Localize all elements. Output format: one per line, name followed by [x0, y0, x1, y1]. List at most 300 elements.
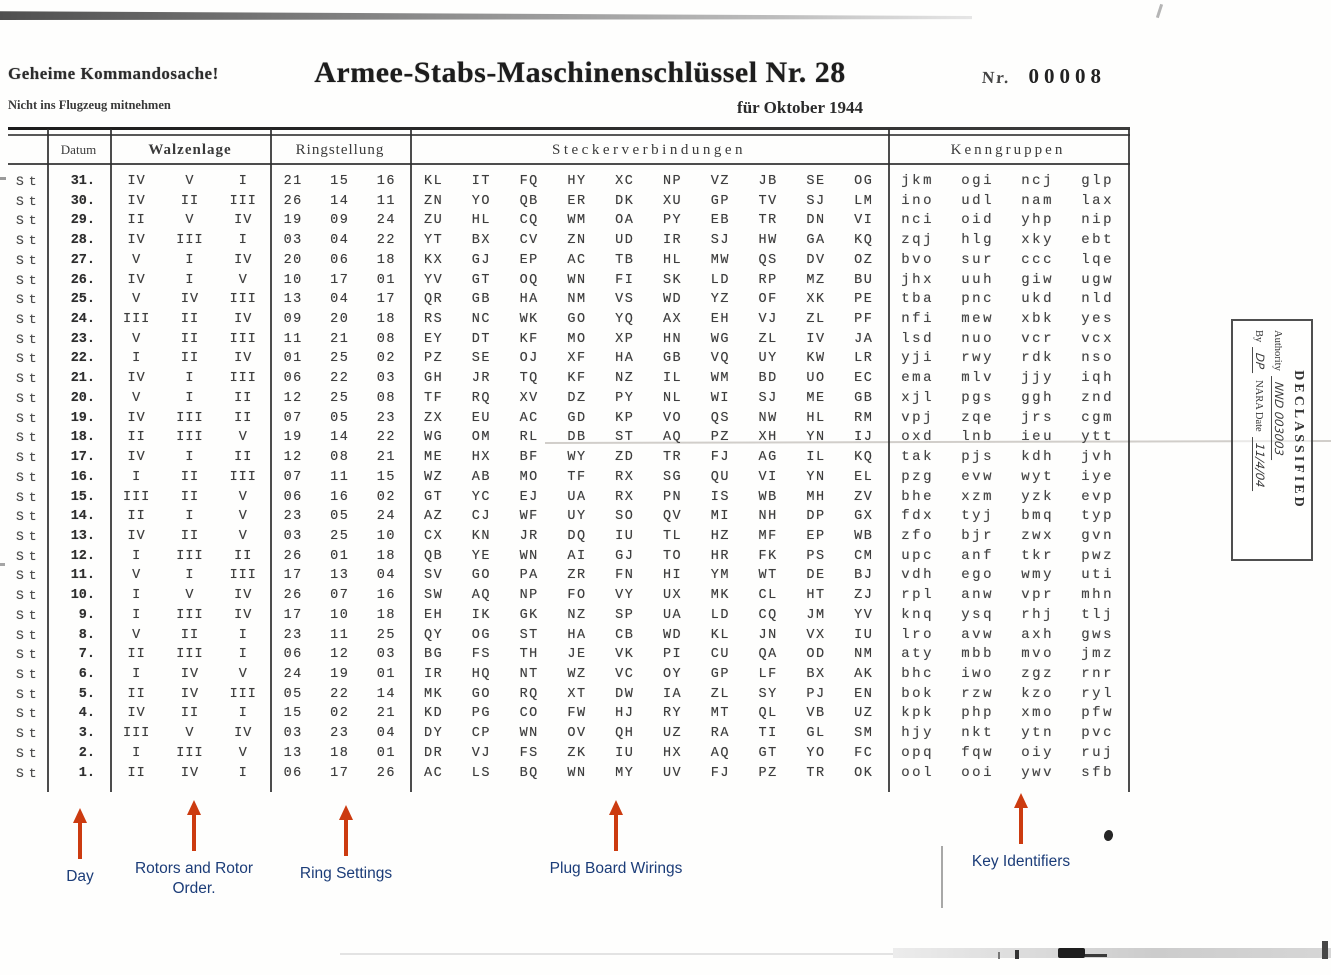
plugboard-pair-cell: WD: [662, 627, 683, 643]
rotor-cell: III: [229, 331, 257, 347]
plugboard-pair-cell: YZ: [710, 292, 730, 308]
plugboard-pair-cell: AB: [471, 469, 491, 485]
plugboard-pair-cell: MH: [806, 489, 826, 505]
plugboard-pair-cell: WG: [423, 430, 444, 446]
keygroup-cell: pzg: [901, 468, 934, 485]
plugboard-pair-cell: YN: [806, 430, 826, 446]
ring-setting-cell: 23: [376, 410, 396, 426]
keygroup-cell: sfb: [1081, 764, 1114, 781]
plugboard-pair-cell: FS: [471, 647, 491, 663]
plugboard-pair-cell: DP: [806, 509, 826, 525]
plugboard-pair-cell: EU: [471, 410, 491, 426]
plugboard-pair-cell: WD: [662, 292, 683, 308]
plugboard-pair-cell: XH: [758, 430, 778, 446]
keygroup-cell: gws: [1081, 626, 1114, 643]
keygroup-cell: ebt: [1081, 232, 1114, 249]
plugboard-pair-cell: OQ: [519, 272, 539, 288]
keygroup-cell: vcx: [1081, 330, 1114, 347]
keygroup-cell: mhn: [1081, 587, 1114, 604]
plugboard-pair-cell: OM: [471, 430, 491, 446]
ring-setting-cell: 02: [376, 489, 396, 505]
plugboard-pair-cell: SP: [615, 607, 635, 623]
table-row: [8, 685, 1130, 705]
keygroup-cell: mbb: [961, 646, 994, 663]
plugboard-pair-cell: AC: [567, 252, 587, 268]
plugboard-pair-cell: EJ: [519, 489, 539, 505]
plugboard-pair-cell: KF: [567, 371, 587, 387]
plugboard-pair-cell: FK: [758, 548, 778, 564]
keygroup-cell: nip: [1081, 212, 1114, 229]
plugboard-pair-cell: KD: [423, 706, 444, 722]
plugboard-pair-cell: TQ: [519, 371, 539, 387]
plugboard-pair-cell: VZ: [710, 174, 730, 189]
row-prefix: St: [16, 726, 42, 742]
rotor-cell: III: [229, 469, 257, 485]
plugboard-pair-cell: UA: [662, 607, 683, 623]
row-prefix: St: [16, 509, 42, 525]
plugboard-pair-cell: AX: [662, 312, 683, 328]
plugboard-pair-cell: VI: [758, 469, 778, 485]
plugboard-pair-cell: JM: [806, 607, 826, 623]
keygroup-cell: ysq: [961, 606, 994, 623]
plugboard-pair-cell: RQ: [519, 686, 539, 702]
plugboard-pair-cell: HN: [662, 331, 683, 347]
rotor-cell: IV: [127, 706, 146, 722]
rotor-cell: V: [185, 588, 195, 604]
plugboard-pair-cell: GT: [758, 745, 778, 761]
plugboard-pair-cell: JA: [854, 331, 874, 347]
rotor-cell: I: [185, 272, 195, 288]
plugboard-pair-cell: BJ: [854, 568, 874, 584]
keygroup-cell: nuo: [961, 330, 994, 347]
ring-setting-cell: 06: [283, 371, 303, 387]
classification-label: Geheime Kommandosache!: [8, 64, 219, 83]
plugboard-pair-cell: RS: [423, 312, 444, 328]
keygroup-cell: rhj: [1021, 606, 1054, 623]
plugboard-pair-cell: FS: [519, 745, 539, 761]
plugboard-pair-cell: HW: [758, 233, 778, 249]
day-cell: 3.: [78, 726, 95, 742]
plugboard-pair-cell: ZL: [806, 312, 826, 328]
plugboard-pair-cell: VC: [615, 666, 635, 682]
plugboard-pair-cell: DZ: [567, 390, 587, 406]
plugboard-pair-cell: WM: [567, 213, 587, 229]
keygroup-cell: ogi: [961, 173, 994, 189]
plugboard-pair-cell: KP: [615, 410, 635, 426]
plugboard-pair-cell: SO: [615, 509, 635, 525]
ring-setting-cell: 12: [330, 647, 350, 663]
stamp-by-value: DP: [1252, 347, 1267, 375]
day-cell: 19.: [70, 410, 95, 426]
keygroup-cell: ccc: [1021, 251, 1054, 268]
plugboard-pair-cell: AG: [758, 450, 778, 466]
column-header-walzenlage: Walzenlage: [148, 142, 232, 158]
plugboard-pair-cell: TF: [567, 469, 587, 485]
plugboard-pair-cell: SW: [423, 588, 444, 604]
table-row: [8, 566, 1130, 586]
plugboard-pair-cell: PA: [519, 568, 539, 584]
row-prefix: St: [16, 213, 42, 229]
plugboard-pair-cell: JB: [758, 174, 778, 189]
plugboard-pair-cell: LM: [854, 193, 874, 209]
keygroup-cell: nfi: [901, 311, 934, 328]
day-cell: 12.: [70, 548, 95, 564]
plugboard-pair-cell: DW: [615, 686, 635, 702]
plugboard-pair-cell: XP: [615, 331, 635, 347]
day-cell: 4.: [78, 706, 95, 722]
day-cell: 29.: [70, 213, 95, 229]
keygroup-cell: lqe: [1081, 251, 1114, 268]
keygroup-cell: cgm: [1081, 409, 1114, 426]
handling-instruction: Nicht ins Flugzeug mitnehmen: [8, 98, 171, 112]
ring-setting-cell: 15: [283, 706, 303, 722]
plugboard-pair-cell: AQ: [710, 745, 730, 761]
rotor-cell: III: [229, 292, 257, 308]
plugboard-pair-cell: GB: [471, 292, 491, 308]
table-row: [8, 409, 1130, 429]
plugboard-pair-cell: AZ: [423, 509, 444, 525]
plugboard-pair-cell: ZK: [567, 745, 587, 761]
plugboard-pair-cell: ZU: [423, 213, 444, 229]
plugboard-pair-cell: CM: [854, 548, 874, 564]
keygroup-cell: xky: [1021, 232, 1054, 249]
keygroup-cell: anf: [961, 547, 994, 564]
ring-setting-cell: 13: [330, 568, 350, 584]
keygroup-cell: nci: [901, 212, 934, 229]
day-cell: 16.: [70, 469, 95, 485]
stamp-date-value: 11/4/04: [1252, 437, 1267, 493]
rotor-cell: III: [176, 233, 204, 249]
day-cell: 14.: [70, 509, 95, 525]
keygroup-cell: glp: [1081, 173, 1114, 189]
rotor-cell: IV: [127, 528, 146, 544]
keygroup-cell: bmq: [1021, 508, 1054, 525]
plugboard-pair-cell: NH: [758, 509, 778, 525]
day-cell: 15.: [70, 489, 95, 505]
plugboard-pair-cell: IR: [423, 666, 444, 682]
plugboard-pair-cell: IJ: [854, 430, 874, 446]
row-prefix: St: [16, 568, 42, 584]
rotor-cell: IV: [127, 193, 146, 209]
ring-setting-cell: 26: [283, 193, 303, 209]
table-row: [8, 251, 1130, 271]
plugboard-pair-cell: GA: [806, 233, 826, 249]
ring-setting-cell: 25: [330, 528, 350, 544]
plugboard-pair-cell: NZ: [567, 607, 587, 623]
rotor-cell: IV: [234, 351, 253, 367]
rotor-cell: III: [229, 568, 257, 584]
annotation-day: [52, 808, 108, 887]
plugboard-pair-cell: HY: [567, 174, 587, 189]
plugboard-pair-cell: GP: [710, 666, 730, 682]
table-row: [8, 172, 1130, 192]
ring-setting-cell: 08: [376, 331, 396, 347]
plugboard-pair-cell: YV: [423, 272, 444, 288]
rotor-cell: I: [185, 252, 195, 268]
table-row: [8, 665, 1130, 685]
stamp-authority-label: Authority: [1272, 330, 1283, 371]
ring-setting-cell: 14: [376, 686, 396, 702]
day-cell: 31.: [70, 174, 95, 189]
row-prefix: St: [16, 489, 42, 505]
ring-setting-cell: 08: [376, 390, 396, 406]
plugboard-pair-cell: GO: [471, 686, 491, 702]
ring-setting-cell: 18: [376, 607, 396, 623]
row-prefix: St: [16, 548, 42, 564]
plugboard-pair-cell: MT: [710, 706, 730, 722]
scan-band-faint: [340, 953, 900, 955]
keygroup-cell: sur: [961, 251, 994, 268]
plugboard-pair-cell: OY: [662, 666, 683, 682]
plugboard-pair-cell: KQ: [854, 450, 874, 466]
ring-setting-cell: 24: [283, 666, 303, 682]
keygroup-cell: oiy: [1021, 744, 1054, 761]
rotor-cell: III: [122, 726, 151, 742]
rotor-cell: III: [229, 686, 257, 702]
keygroup-cell: tba: [901, 291, 934, 308]
plugboard-pair-cell: VQ: [710, 351, 730, 367]
plugboard-pair-cell: AK: [854, 666, 874, 682]
ring-setting-cell: 15: [376, 469, 396, 485]
keygroup-cell: bvo: [901, 251, 934, 268]
keygroup-cell: gvn: [1081, 527, 1114, 544]
keygroup-cell: nam: [1021, 192, 1054, 209]
keygroup-cell: iye: [1081, 468, 1114, 485]
ring-setting-cell: 18: [376, 252, 396, 268]
keygroup-cell: ieu: [1021, 429, 1054, 446]
scan-tick: [1015, 950, 1019, 959]
rotor-cell: I: [185, 371, 195, 387]
day-cell: 6.: [78, 666, 95, 682]
keygroup-cell: jhx: [901, 271, 934, 288]
ring-setting-cell: 03: [376, 371, 396, 387]
keygroup-cell: ugw: [1081, 271, 1114, 288]
rotor-cell: V: [238, 509, 248, 525]
rotor-cell: I: [238, 765, 248, 781]
plugboard-pair-cell: RP: [758, 272, 778, 288]
plugboard-pair-cell: WF: [519, 509, 539, 525]
stamp-title: DECLASSIFIED: [1291, 370, 1306, 510]
ring-setting-cell: 20: [330, 312, 350, 328]
plugboard-pair-cell: OK: [854, 765, 874, 781]
scan-tick: [998, 952, 1000, 959]
keygroup-cell: jjy: [1021, 370, 1054, 387]
plugboard-pair-cell: SE: [471, 351, 491, 367]
keygroup-cell: rwy: [961, 350, 994, 367]
keygroup-cell: avw: [961, 626, 994, 643]
keygroup-cell: oid: [961, 212, 994, 229]
ring-setting-cell: 06: [283, 765, 303, 781]
rotor-cell: IV: [234, 213, 253, 229]
plugboard-pair-cell: QB: [423, 548, 444, 564]
ring-setting-cell: 21: [376, 706, 396, 722]
ring-setting-cell: 20: [283, 252, 303, 268]
rotor-cell: II: [127, 430, 146, 446]
ring-setting-cell: 10: [376, 528, 396, 544]
plugboard-pair-cell: TL: [662, 528, 683, 544]
keygroup-cell: yhp: [1021, 212, 1054, 229]
plugboard-pair-cell: UV: [662, 765, 683, 781]
keygroup-cell: lsd: [901, 330, 934, 347]
ring-setting-cell: 17: [330, 765, 350, 781]
rotor-cell: V: [132, 627, 142, 643]
ring-setting-cell: 18: [376, 548, 396, 564]
plugboard-pair-cell: PY: [662, 213, 683, 229]
plugboard-pair-cell: QA: [758, 647, 778, 663]
rotor-cell: III: [122, 312, 151, 328]
ring-setting-cell: 01: [330, 548, 350, 564]
keygroup-cell: hjy: [901, 725, 934, 742]
keygroup-cell: fqw: [961, 744, 994, 761]
plugboard-pair-cell: YT: [423, 233, 444, 249]
plugboard-pair-cell: DE: [806, 568, 826, 584]
day-cell: 1.: [78, 765, 95, 781]
ring-setting-cell: 21: [330, 331, 350, 347]
ring-setting-cell: 26: [283, 588, 303, 604]
day-cell: 10.: [70, 588, 95, 604]
rotor-cell: IV: [127, 450, 146, 466]
ring-setting-cell: 14: [330, 430, 350, 446]
plugboard-pair-cell: ME: [423, 450, 444, 466]
stamp-by-label: By: [1253, 330, 1264, 343]
plugboard-pair-cell: NM: [567, 292, 587, 308]
plugboard-pair-cell: GT: [471, 272, 491, 288]
keygroup-cell: pnc: [961, 291, 994, 308]
keygroup-cell: nkt: [961, 725, 994, 742]
table-row: [8, 349, 1130, 369]
rotor-cell: V: [132, 292, 142, 308]
ring-setting-cell: 03: [283, 233, 303, 249]
keygroup-cell: php: [961, 705, 994, 722]
table-row: [8, 330, 1130, 350]
keygroup-cell: iqh: [1081, 370, 1114, 387]
rotor-cell: IV: [234, 312, 253, 328]
plugboard-pair-cell: UZ: [662, 726, 683, 742]
keygroup-cell: lax: [1081, 192, 1114, 209]
plugboard-pair-cell: VY: [615, 588, 635, 604]
table-row: [8, 724, 1130, 744]
ring-setting-cell: 08: [330, 450, 350, 466]
keygroup-cell: ytt: [1081, 429, 1114, 446]
keygroup-cell: nso: [1081, 350, 1114, 367]
row-prefix: St: [16, 588, 42, 604]
keygroup-cell: zqj: [901, 232, 934, 249]
row-prefix: St: [16, 331, 42, 347]
rotor-cell: IV: [180, 686, 200, 702]
keygroup-cell: bhe: [901, 488, 934, 505]
up-arrow-icon: [73, 808, 87, 859]
rotor-cell: II: [180, 351, 200, 367]
plugboard-pair-cell: ZJ: [854, 588, 874, 604]
table-row: [8, 606, 1130, 626]
plugboard-pair-cell: GB: [854, 390, 874, 406]
plugboard-pair-cell: GH: [423, 371, 444, 387]
plugboard-pair-cell: IU: [615, 745, 635, 761]
plugboard-pair-cell: DY: [423, 726, 444, 742]
ring-setting-cell: 23: [283, 509, 303, 525]
keygroup-cell: bok: [901, 685, 934, 702]
plugboard-pair-cell: OD: [806, 647, 826, 663]
plugboard-pair-cell: WB: [854, 528, 874, 544]
ring-setting-cell: 02: [376, 351, 396, 367]
annotation-label: Plug Board Wirings: [549, 860, 683, 877]
rotor-cell: V: [185, 726, 195, 742]
rotor-cell: III: [176, 410, 204, 426]
plugboard-pair-cell: SJ: [758, 390, 778, 406]
keygroup-cell: knq: [901, 606, 934, 623]
keygroup-cell: ooi: [961, 764, 994, 781]
keygroup-cell: pfw: [1081, 705, 1114, 722]
plugboard-pair-cell: DR: [423, 745, 444, 761]
plugboard-pair-cell: PG: [471, 706, 491, 722]
rotor-cell: V: [185, 213, 195, 229]
rotor-cell: IV: [234, 588, 253, 604]
keygroup-cell: evw: [961, 468, 994, 485]
row-prefix: St: [16, 686, 42, 702]
plugboard-pair-cell: FO: [567, 588, 587, 604]
keygroup-cell: hlg: [961, 232, 994, 249]
day-cell: 28.: [70, 233, 95, 249]
keygroup-cell: uti: [1081, 567, 1114, 584]
plugboard-pair-cell: KW: [806, 351, 826, 367]
keygroup-cell: mlv: [961, 370, 994, 387]
plugboard-pair-cell: AQ: [662, 430, 683, 446]
ring-setting-cell: 13: [283, 292, 303, 308]
plugboard-pair-cell: HI: [662, 568, 683, 584]
keygroup-cell: tlj: [1081, 606, 1114, 623]
plugboard-pair-cell: DB: [567, 430, 587, 446]
plugboard-pair-cell: NM: [854, 647, 874, 663]
rotor-cell: II: [180, 489, 200, 505]
plugboard-pair-cell: YC: [471, 489, 491, 505]
plugboard-pair-cell: RX: [615, 469, 635, 485]
rotor-cell: I: [238, 647, 248, 663]
ring-setting-cell: 23: [330, 726, 350, 742]
table-row: [8, 547, 1130, 567]
keygroup-cell: rdk: [1021, 350, 1054, 367]
plugboard-pair-cell: PN: [662, 489, 683, 505]
ring-setting-cell: 15: [330, 174, 350, 189]
ring-setting-cell: 07: [283, 410, 303, 426]
keygroup-cell: rnr: [1081, 665, 1114, 682]
ring-setting-cell: 26: [376, 765, 396, 781]
day-cell: 26.: [70, 272, 95, 288]
table-row: [8, 428, 1130, 448]
keygroup-cell: jvh: [1081, 449, 1114, 466]
table-row: [8, 271, 1130, 291]
ring-setting-cell: 11: [376, 193, 396, 209]
plugboard-pair-cell: HA: [519, 292, 539, 308]
row-prefix: St: [16, 193, 42, 209]
rotor-cell: IV: [180, 765, 200, 781]
row-prefix: St: [16, 450, 42, 466]
ring-setting-cell: 03: [283, 528, 303, 544]
day-cell: 25.: [70, 292, 95, 308]
day-cell: 13.: [70, 528, 95, 544]
plugboard-pair-cell: NW: [758, 410, 778, 426]
annotation-key-identifiers: [948, 793, 1094, 872]
rotor-cell: IV: [234, 252, 253, 268]
keygroup-cell: evp: [1081, 488, 1114, 505]
rotor-cell: V: [132, 252, 142, 268]
rotor-cell: III: [229, 193, 257, 209]
ring-setting-cell: 19: [283, 213, 303, 229]
keygroup-cell: giw: [1021, 271, 1054, 288]
rotor-cell: III: [176, 647, 204, 663]
table-row: [8, 369, 1130, 389]
keygroup-cell: ncj: [1021, 173, 1054, 189]
plugboard-pair-cell: VS: [615, 292, 635, 308]
